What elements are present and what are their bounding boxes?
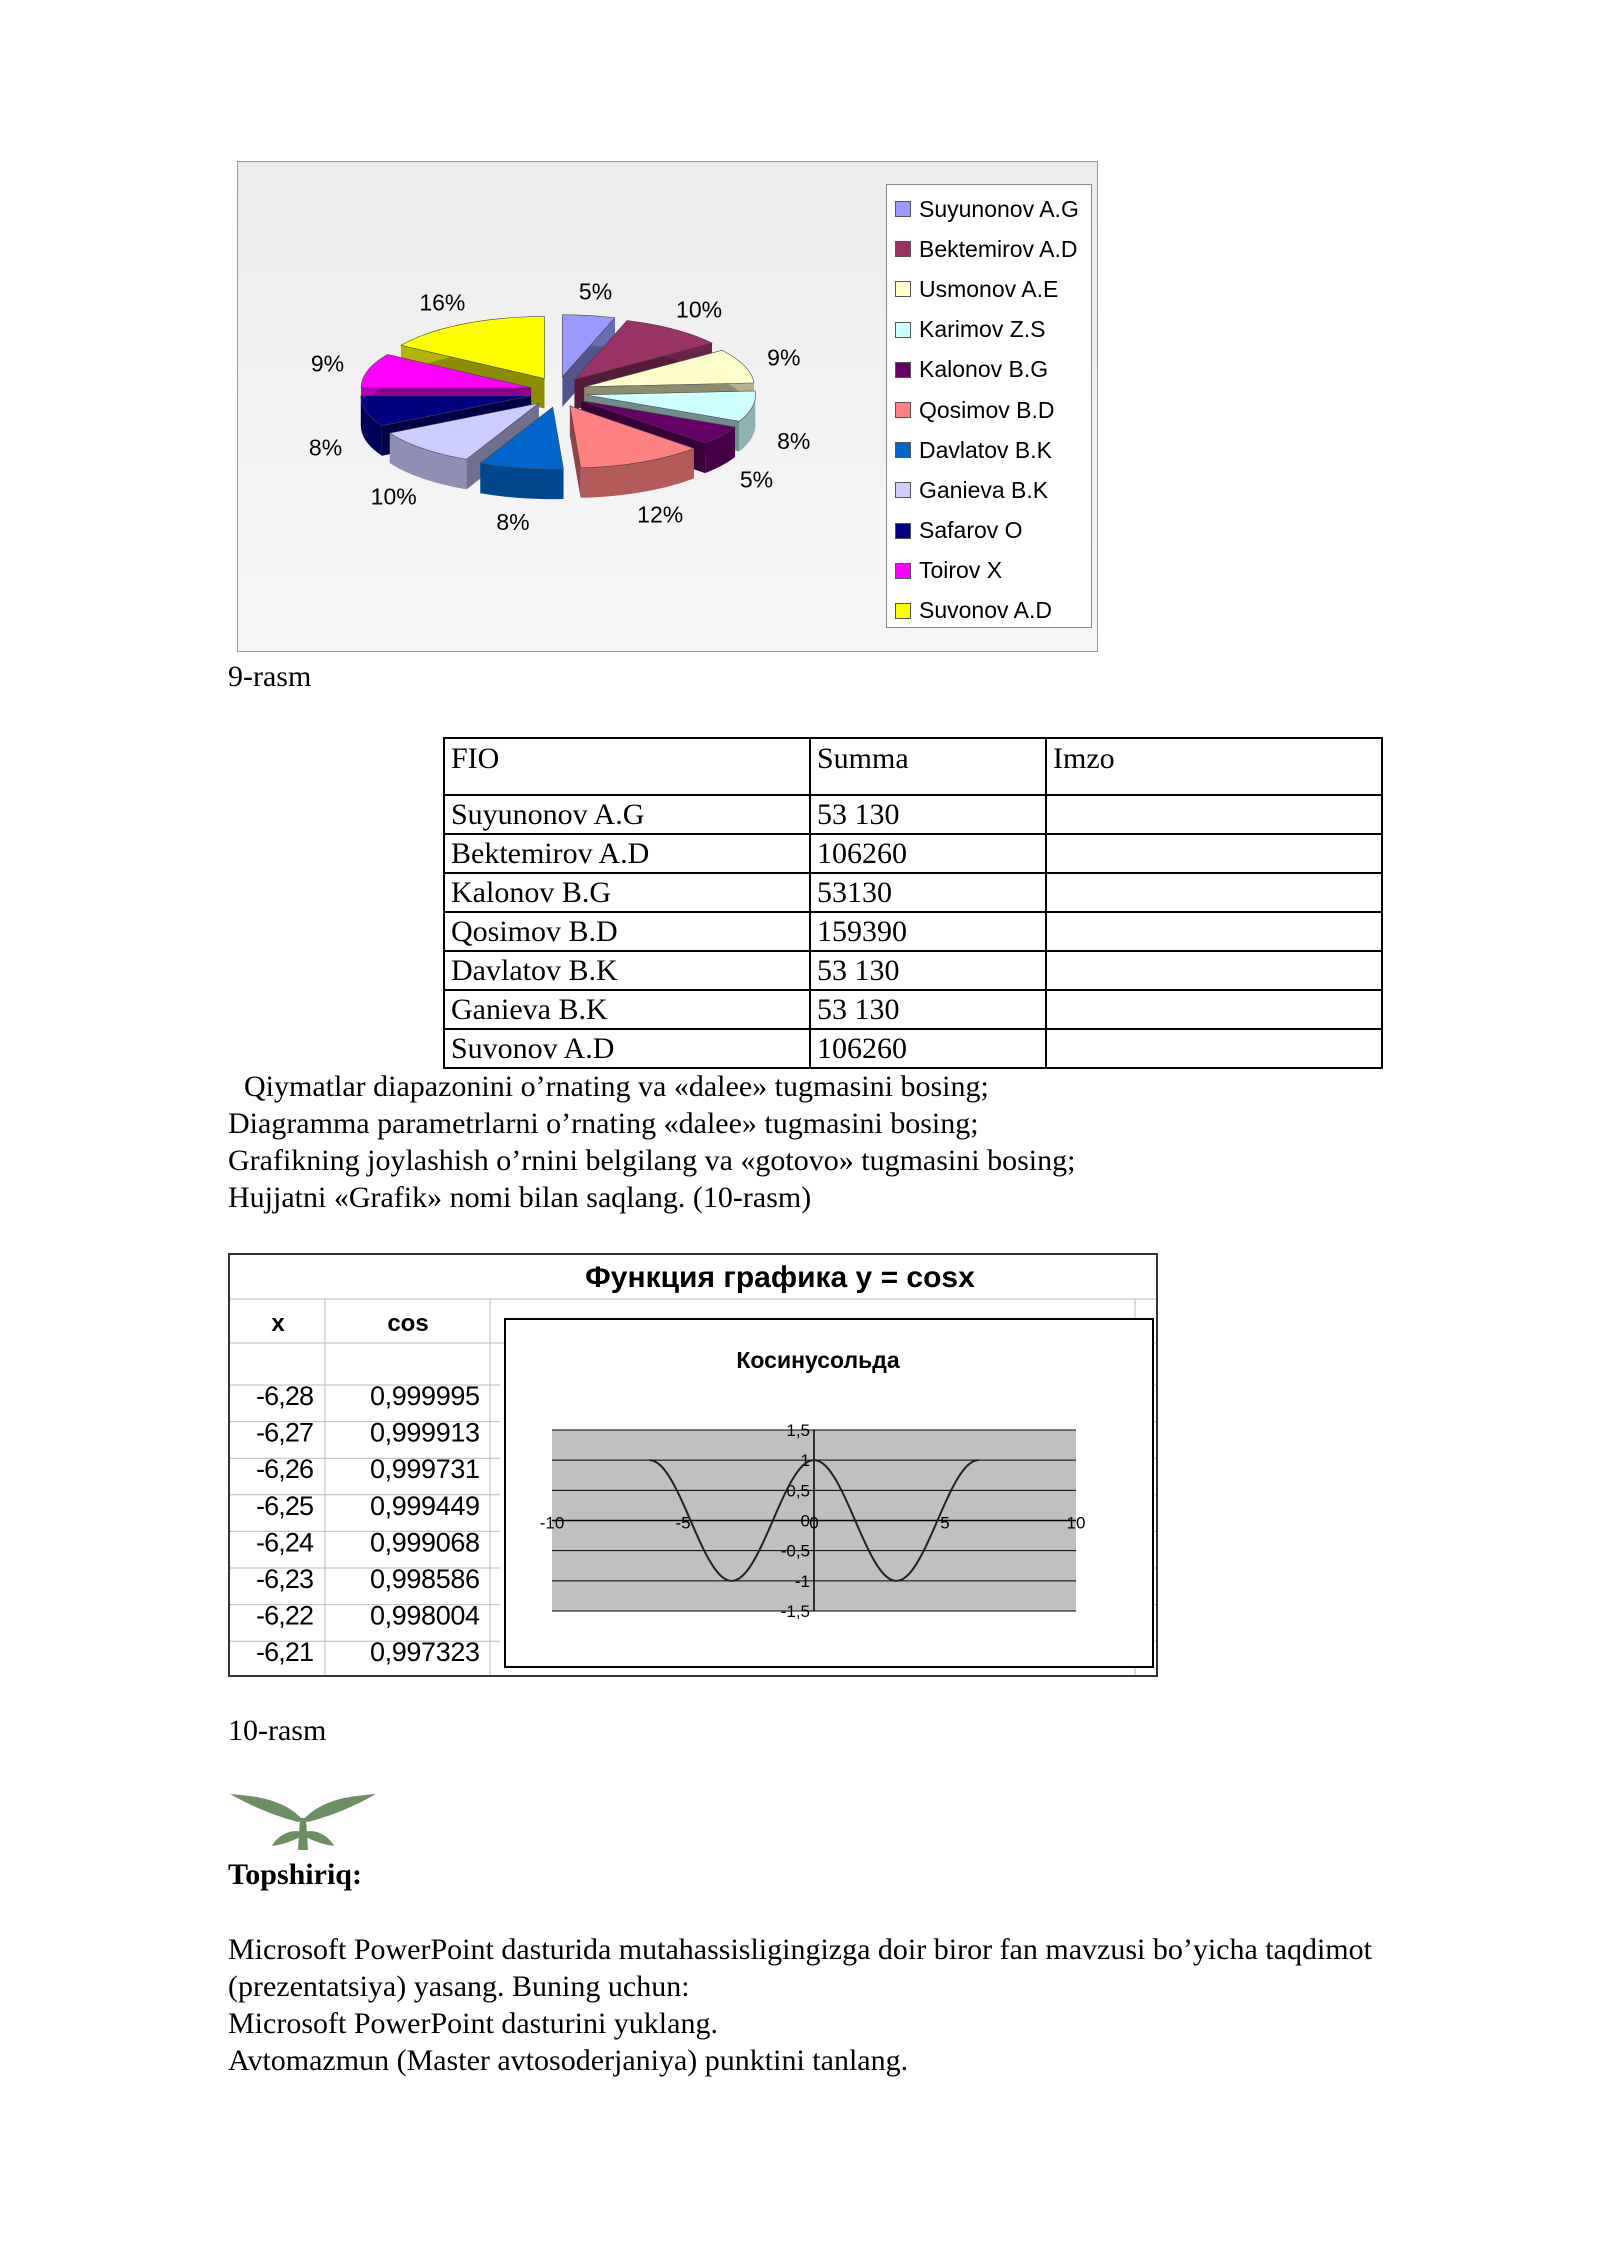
x-tick-label: 5 bbox=[940, 1513, 950, 1533]
pie-value-label: 8% bbox=[777, 428, 811, 455]
pie-value-label: 8% bbox=[496, 509, 530, 536]
legend-label: Usmonov A.E bbox=[919, 275, 1059, 302]
legend-swatch bbox=[895, 442, 911, 458]
table-cell bbox=[1046, 834, 1382, 873]
table-header-cell: Imzo bbox=[1046, 738, 1382, 795]
table-cell: 53 130 bbox=[810, 795, 1046, 834]
pie-value-label: 9% bbox=[767, 344, 801, 371]
legend-swatch bbox=[895, 482, 911, 498]
table-cell: Ganieva B.K bbox=[444, 990, 810, 1029]
y-tick-label: 0 bbox=[800, 1511, 810, 1531]
legend-label: Kalonov B.G bbox=[919, 356, 1049, 383]
sheet-cell-cos: 0,999731 bbox=[370, 1454, 480, 1485]
x-tick-label: 10 bbox=[1066, 1513, 1086, 1533]
task-title: Topshiriq: bbox=[228, 1858, 362, 1891]
table-cell: 106260 bbox=[810, 1029, 1046, 1068]
sheet-cell-cos: 0,999449 bbox=[370, 1490, 480, 1521]
legend-item bbox=[895, 470, 1091, 510]
pie-value-label: 5% bbox=[739, 466, 774, 493]
legend-item bbox=[895, 551, 1091, 591]
table-cell: 53130 bbox=[810, 873, 1046, 912]
sheet-cell-x: -6,28 bbox=[256, 1381, 314, 1411]
table-cell: Suvonov A.D bbox=[444, 1029, 810, 1068]
column-header-cos: cos bbox=[387, 1310, 429, 1337]
y-tick-label: 0,5 bbox=[786, 1481, 810, 1501]
table-header-row bbox=[444, 738, 1382, 795]
table-cell bbox=[1046, 951, 1382, 990]
sheet-cell-x: -6,26 bbox=[256, 1454, 314, 1485]
legend-label: Safarov O bbox=[919, 517, 1023, 544]
legend-item bbox=[895, 390, 1091, 430]
legend-label: Qosimov B.D bbox=[919, 396, 1055, 423]
sheet-cell-cos: 0,999068 bbox=[370, 1527, 480, 1558]
table-row bbox=[444, 873, 1382, 912]
legend-swatch bbox=[895, 563, 911, 579]
pie-value-label: 12% bbox=[637, 501, 684, 528]
table-cell: 159390 bbox=[810, 912, 1046, 951]
step-text-3: Grafikning joylashish o’rnini belgilang va «gotovo» tugmasini bosing; bbox=[228, 1144, 1076, 1177]
pie-value-label: 10% bbox=[676, 296, 723, 323]
x-tick-label: -5 bbox=[675, 1513, 691, 1533]
legend-swatch bbox=[895, 281, 911, 297]
table-cell bbox=[1046, 1029, 1382, 1068]
table-cell bbox=[1046, 990, 1382, 1029]
table-cell: 106260 bbox=[810, 834, 1046, 873]
legend-label: Suyunonov A.G bbox=[919, 195, 1079, 222]
table-header-cell: Summa bbox=[810, 738, 1046, 795]
sheet-cell-cos: 0,999913 bbox=[370, 1417, 480, 1448]
sheet-cell-x: -6,24 bbox=[256, 1527, 314, 1558]
table-row bbox=[444, 912, 1382, 951]
task-line-3: Microsoft PowerPoint dasturini yuklang. bbox=[228, 2007, 718, 2040]
payment-table bbox=[443, 737, 1383, 1069]
y-tick-label: 1,5 bbox=[786, 1421, 810, 1440]
legend-swatch bbox=[895, 603, 911, 619]
y-tick-label: -0,5 bbox=[780, 1541, 810, 1561]
legend-label: Davlatov B.K bbox=[919, 436, 1052, 463]
table-cell: 53 130 bbox=[810, 990, 1046, 1029]
column-header-x: x bbox=[271, 1310, 285, 1337]
sheet-cell-cos: 0,998004 bbox=[370, 1600, 480, 1631]
y-tick-label: -1,5 bbox=[780, 1602, 810, 1621]
task-line-4: Avtomazmun (Master avtosoderjaniya) punktini tanlang. bbox=[228, 2044, 909, 2077]
x-tick-label: 0 bbox=[809, 1513, 819, 1533]
pie-value-label: 8% bbox=[308, 434, 343, 461]
sheet-title: Функция графика y = cosx bbox=[585, 1261, 975, 1294]
table-header-cell: FIO bbox=[444, 738, 810, 795]
legend-swatch bbox=[895, 402, 911, 418]
table-row bbox=[444, 951, 1382, 990]
table-cell: Bektemirov A.D bbox=[444, 834, 810, 873]
table-cell: Kalonov B.G bbox=[444, 873, 810, 912]
sheet-cell-x: -6,23 bbox=[256, 1564, 314, 1594]
table-row bbox=[444, 1029, 1382, 1068]
sheet-cell-x: -6,27 bbox=[256, 1417, 314, 1448]
chart-title: Косинусольда bbox=[736, 1347, 900, 1373]
table-cell: Suyunonov A.G bbox=[444, 795, 810, 834]
sheet-cell-x: -6,22 bbox=[256, 1600, 314, 1631]
pie-chart-plot bbox=[238, 162, 878, 536]
sheet-cell-cos: 0,997323 bbox=[370, 1637, 480, 1668]
sheet-cell-cos: 0,998586 bbox=[370, 1564, 480, 1594]
y-tick-label: -1 bbox=[794, 1571, 810, 1591]
sheet-cell-x: -6,25 bbox=[256, 1490, 314, 1521]
legend-swatch bbox=[895, 523, 911, 539]
step-text-2: Diagramma parametrlarni o’rnating «dalee» tugmasini bosing; bbox=[228, 1107, 979, 1140]
table-row bbox=[444, 834, 1382, 873]
step-text-4: Hujjatni «Grafik» nomi bilan saqlang. (10-rasm) bbox=[228, 1181, 812, 1214]
legend-swatch bbox=[895, 201, 911, 217]
legend-label: Suvonov A.D bbox=[919, 597, 1052, 624]
pie-value-label: 16% bbox=[419, 289, 466, 316]
sheet-cell-cos: 0,999995 bbox=[370, 1381, 480, 1411]
step-text-1: Qiymatlar diapazonini o’rnating va «dalee» tugmasini bosing; bbox=[244, 1070, 989, 1103]
legend-item bbox=[895, 511, 1091, 551]
sheet-cell-x: -6,21 bbox=[256, 1637, 314, 1668]
legend-swatch bbox=[895, 322, 911, 338]
table-row bbox=[444, 990, 1382, 1029]
pie-value-label: 10% bbox=[370, 483, 417, 510]
table-cell: Qosimov B.D bbox=[444, 912, 810, 951]
legend-label: Toirov X bbox=[919, 557, 1003, 584]
legend-item bbox=[895, 430, 1091, 470]
cosine-sheet-figure bbox=[228, 1253, 1158, 1677]
legend-item bbox=[895, 350, 1091, 390]
pie-legend bbox=[886, 184, 1092, 628]
table-cell bbox=[1046, 795, 1382, 834]
x-tick-label: -10 bbox=[539, 1513, 565, 1533]
task-line-1: Microsoft PowerPoint dasturida mutahassisligingizga doir biror fan mavzusi bo’yicha taqdimot bbox=[228, 1933, 1372, 1966]
pie-value-label: 5% bbox=[578, 278, 613, 305]
legend-label: Ganieva B.K bbox=[919, 476, 1049, 503]
cosine-sheet bbox=[230, 1255, 1156, 1675]
table-cell bbox=[1046, 873, 1382, 912]
figure-9-caption: 9-rasm bbox=[228, 660, 312, 693]
figure-10-caption: 10-rasm bbox=[228, 1714, 327, 1747]
y-tick-label: 1 bbox=[800, 1451, 810, 1471]
legend-label: Karimov Z.S bbox=[919, 316, 1046, 343]
plant-icon bbox=[228, 1788, 378, 1854]
table-cell bbox=[1046, 912, 1382, 951]
legend-item bbox=[895, 591, 1091, 631]
legend-swatch bbox=[895, 362, 911, 378]
pie-value-label: 9% bbox=[310, 350, 345, 377]
legend-item bbox=[895, 310, 1091, 350]
legend-item bbox=[895, 269, 1091, 309]
legend-item bbox=[895, 229, 1091, 269]
legend-label: Bektemirov A.D bbox=[919, 235, 1078, 262]
legend-item bbox=[895, 189, 1091, 229]
table-cell: 53 130 bbox=[810, 951, 1046, 990]
table-cell: Davlatov B.K bbox=[444, 951, 810, 990]
legend-swatch bbox=[895, 241, 911, 257]
task-line-2: (prezentatsiya) yasang. Buning uchun: bbox=[228, 1970, 690, 2003]
table-row bbox=[444, 795, 1382, 834]
